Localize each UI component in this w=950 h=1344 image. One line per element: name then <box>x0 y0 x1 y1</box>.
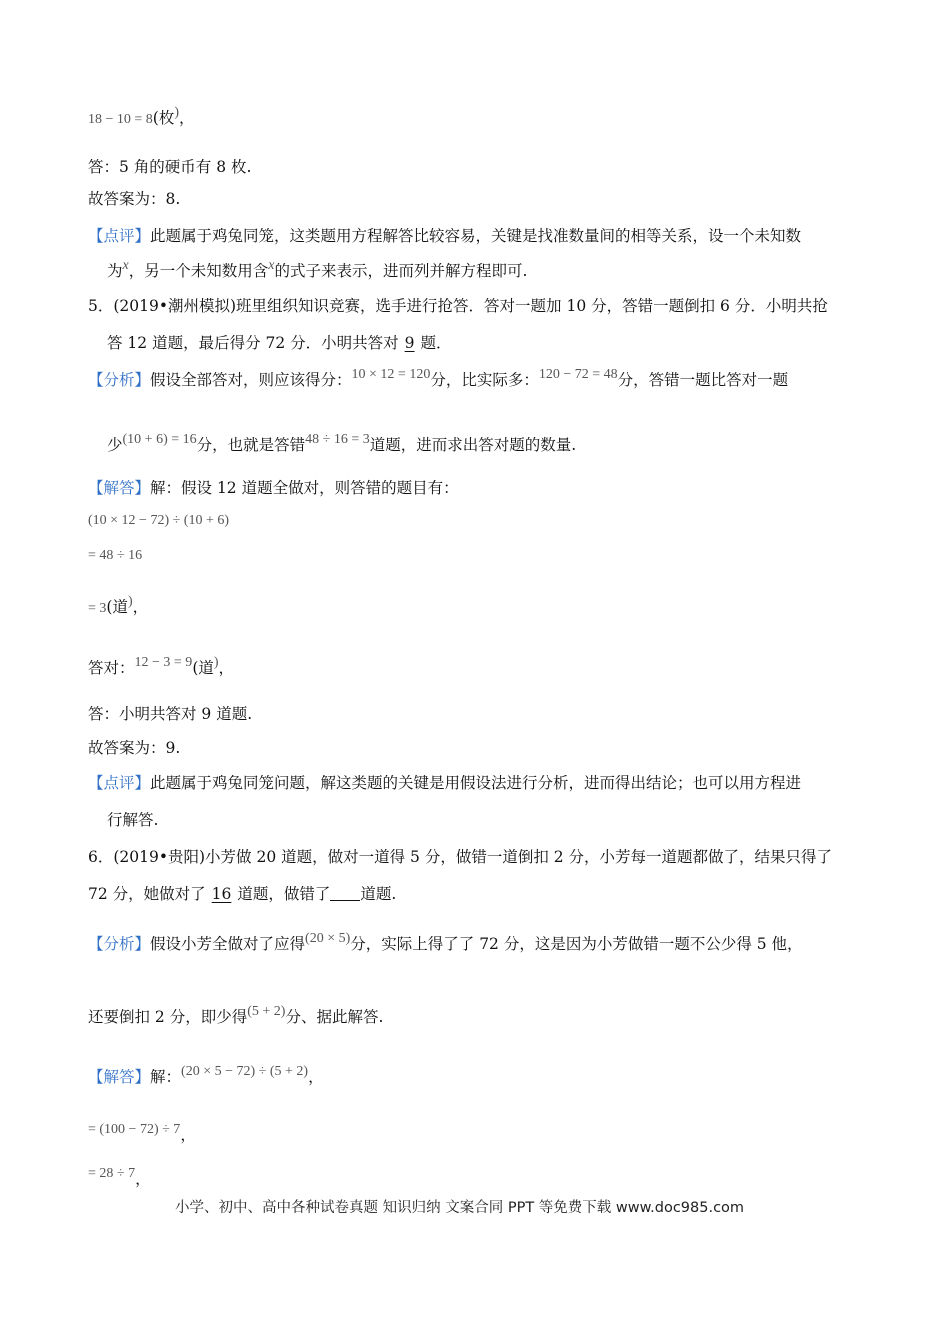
comment-tag: 【点评】 <box>88 227 151 245</box>
math-expression: (10 × 12 − 72) ÷ (10 + 6) <box>88 513 230 528</box>
answer-line: 答：小明共答对 9 道题. <box>88 705 253 723</box>
math-expression: 18 − 10 = 8 <box>88 112 153 127</box>
solution-6-line-3: = 28 ÷ 7， <box>88 1166 151 1188</box>
analysis-tag: 【分析】 <box>88 371 151 389</box>
question-6-line-2: 72 分，她做对了 16 道题，做错了 道题. <box>88 885 397 903</box>
comment-line-2: 行解答. <box>107 811 159 829</box>
correct-count-line: 答对：12 − 3 = 9(道)， <box>88 655 235 677</box>
question-6-line-1: 6．(2019•贵阳)小芳做 20 道题，做对一道得 5 分，做错一道倒扣 2 分，小芳每一道题都做了，结果只得了 <box>88 848 833 866</box>
solution-tag: 【解答】 <box>88 1068 151 1086</box>
analysis-5-line-1: 【分析】假设全部答对，则应该得分：10 × 12 = 120分，比实际多：120 − 72 = 48分，答错一题比答对一题 <box>88 367 789 389</box>
question-5-line-2: 答 12 道题，最后得分 72 分．小明共答对 9 题． <box>107 334 452 352</box>
comment-tag: 【点评】 <box>88 774 151 792</box>
analysis-6-line-2: 还要倒扣 2 分，即少得(5 + 2)分、据此解答. <box>88 1004 384 1026</box>
solution-6-line-1: 【解答】解：(20 × 5 − 72) ÷ (5 + 2)， <box>88 1064 324 1086</box>
analysis-tag: 【分析】 <box>88 935 151 953</box>
solution-tag: 【解答】 <box>88 479 151 497</box>
empty-answer-blank <box>330 886 360 901</box>
footer-banner: 小学、初中、高中各种试卷真题 知识归纳 文案合同 PPT 等免费下载 www.doc985.com <box>175 1200 745 1216</box>
comment-block: 【点评】此题属于鸡兔同笼，这类题用方程解答比较容易，关键是找准数量间的相等关系，设一个未知数 <box>88 227 802 245</box>
analysis-6-line-1: 【分析】假设小芳全做对了应得(20 × 5)分，实际上得了了 72 分，这是因为小芳做错一题不公少得 5 他， <box>88 931 803 953</box>
final-answer-line: 故答案为：9. <box>88 739 181 757</box>
answer-line: 答：5 角的硬币有 8 枚. <box>88 158 252 176</box>
comment-line-2: 为x，另一个未知数用含x的式子来表示，进而列并解方程即可. <box>107 258 528 280</box>
answer-blank: 16 <box>211 885 232 903</box>
question-5-line-1: 5．(2019•潮州模拟)班里组织知识竞赛，选手进行抢答．答对一题加 10 分，答错一题倒扣 6 分．小明共抢 <box>88 297 828 315</box>
answer-blank: 9 <box>404 334 415 352</box>
solution-5-line-1: 【解答】解：假设 12 道题全做对，则答错的题目有： <box>88 479 459 497</box>
calc-line-coins: 18 − 10 = 8(枚)， <box>88 105 195 127</box>
math-expression: = 48 ÷ 16 <box>88 548 143 563</box>
math-result-line: = 3(道)， <box>88 594 149 616</box>
solution-6-line-2: = (100 − 72) ÷ 7， <box>88 1122 196 1144</box>
comment-block: 【点评】此题属于鸡兔同笼问题，解这类题的关键是用假设法进行分析，进而得出结论；也可以用方程进 <box>88 774 802 792</box>
analysis-5-line-2: 少(10 + 6) = 16分，也就是答错48 ÷ 16 = 3道题，进而求出答对题的数量. <box>107 432 577 454</box>
final-answer-line: 故答案为：8. <box>88 190 181 208</box>
